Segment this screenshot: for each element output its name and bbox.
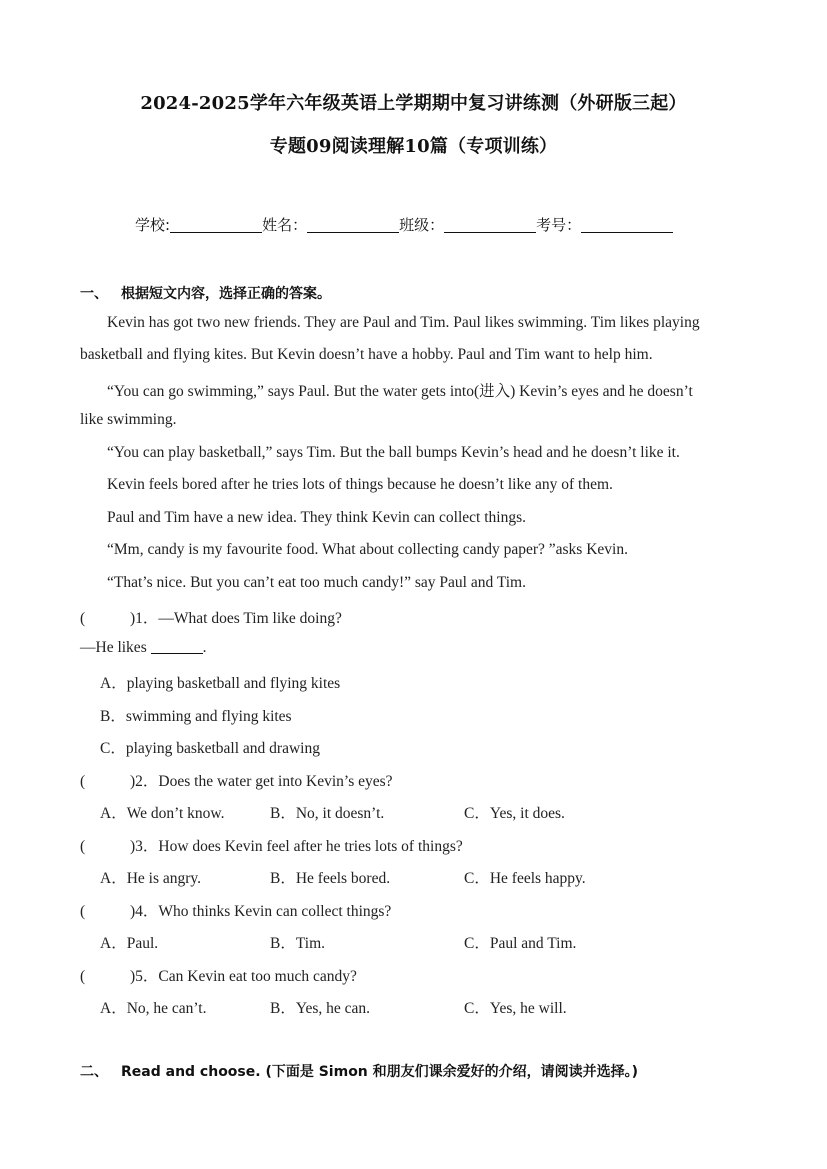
exam-no-blank[interactable] bbox=[581, 216, 673, 233]
passage-line: Kevin has got two new friends. They are Paul and Tim. Paul likes swimming. Tim likes playing bbox=[107, 314, 700, 331]
option-c[interactable]: C．He feels happy. bbox=[464, 870, 586, 887]
question-1 bbox=[80, 606, 342, 628]
option-c[interactable]: C．Yes, it does. bbox=[464, 805, 565, 822]
option-b[interactable]: B．Tim. bbox=[270, 935, 325, 952]
option-b[interactable]: B．Yes, he can. bbox=[270, 1000, 371, 1017]
question-sub-end: . bbox=[202, 639, 207, 656]
question-stem: )2．Does the water get into Kevin’s eyes? bbox=[130, 773, 393, 790]
section-1-number: 一、 bbox=[80, 286, 108, 302]
question-stem: )1．—What does Tim like doing? bbox=[130, 610, 342, 627]
passage-line: “You can go swimming,” says Paul. But the water gets into(进入) Kevin’s eyes and he doesn’t bbox=[107, 383, 693, 400]
option-b[interactable]: B．No, it doesn’t. bbox=[270, 805, 385, 822]
passage-line: Paul and Tim have a new idea. They think Kevin can collect things. bbox=[107, 509, 526, 526]
section-2-instruction: Read and choose. (下面是 Simon 和朋友们课余爱好的介绍，请阅读并选择。) bbox=[121, 1064, 639, 1080]
option-a[interactable]: A．We don’t know. bbox=[100, 805, 225, 822]
answer-bracket[interactable]: ( bbox=[80, 903, 86, 920]
passage-line: like swimming. bbox=[80, 411, 177, 428]
school-label: 学校: bbox=[135, 216, 171, 234]
page-title: 2024-2025学年六年级英语上学期期中复习讲练测（外研版三起） bbox=[140, 93, 687, 114]
passage-line: “Mm, candy is my favourite food. What about collecting candy paper? ”asks Kevin. bbox=[107, 541, 628, 558]
option-a[interactable]: A．Paul. bbox=[100, 935, 159, 952]
passage-line: “That’s nice. But you can’t eat too much candy!” say Paul and Tim. bbox=[107, 574, 526, 591]
page-subtitle: 专题09阅读理解10篇（专项训练） bbox=[269, 136, 558, 157]
question-3 bbox=[80, 834, 463, 856]
option-b[interactable]: B．swimming and flying kites bbox=[100, 708, 292, 725]
question-2 bbox=[80, 769, 393, 791]
class-label: 班级： bbox=[399, 216, 445, 234]
option-c[interactable]: C．Yes, he will. bbox=[464, 1000, 567, 1017]
name-label: 姓名： bbox=[262, 216, 308, 234]
section-1-instruction: 根据短文内容，选择正确的答案。 bbox=[121, 286, 331, 302]
question-4 bbox=[80, 899, 391, 921]
passage-line: Kevin feels bored after he tries lots of things because he doesn’t like any of them. bbox=[107, 476, 613, 493]
passage-line: “You can play basketball,” says Tim. But the ball bumps Kevin’s head and he doesn’t like it. bbox=[107, 444, 680, 461]
answer-bracket[interactable]: ( bbox=[80, 773, 86, 790]
answer-bracket[interactable]: ( bbox=[80, 610, 86, 627]
question-stem: )4．Who thinks Kevin can collect things? bbox=[130, 903, 392, 920]
option-c[interactable]: C．playing basketball and drawing bbox=[100, 740, 320, 757]
question-5 bbox=[80, 964, 357, 986]
school-blank[interactable] bbox=[170, 216, 262, 233]
option-c[interactable]: C．Paul and Tim. bbox=[464, 935, 577, 952]
option-a[interactable]: A．He is angry. bbox=[100, 870, 202, 887]
question-sub-text: —He likes bbox=[80, 639, 147, 656]
question-stem: )3．How does Kevin feel after he tries lots of things? bbox=[130, 838, 463, 855]
question-1-sub bbox=[80, 639, 206, 657]
class-blank[interactable] bbox=[444, 216, 536, 233]
option-a[interactable]: A．No, he can’t. bbox=[100, 1000, 207, 1017]
exam-no-label: 考号： bbox=[536, 216, 582, 234]
section-1-heading bbox=[80, 283, 331, 303]
passage-line: basketball and flying kites. But Kevin doesn’t have a hobby. Paul and Tim want to help him. bbox=[80, 346, 653, 363]
name-blank[interactable] bbox=[307, 216, 399, 233]
question-stem: )5．Can Kevin eat too much candy? bbox=[130, 968, 357, 985]
answer-bracket[interactable]: ( bbox=[80, 838, 86, 855]
student-info-row bbox=[135, 214, 673, 235]
answer-bracket[interactable]: ( bbox=[80, 968, 86, 985]
section-2-number: 二、 bbox=[80, 1064, 108, 1080]
option-a[interactable]: A．playing basketball and flying kites bbox=[100, 675, 341, 692]
option-b[interactable]: B．He feels bored. bbox=[270, 870, 391, 887]
answer-blank[interactable] bbox=[151, 639, 203, 654]
section-2-heading bbox=[80, 1061, 638, 1081]
